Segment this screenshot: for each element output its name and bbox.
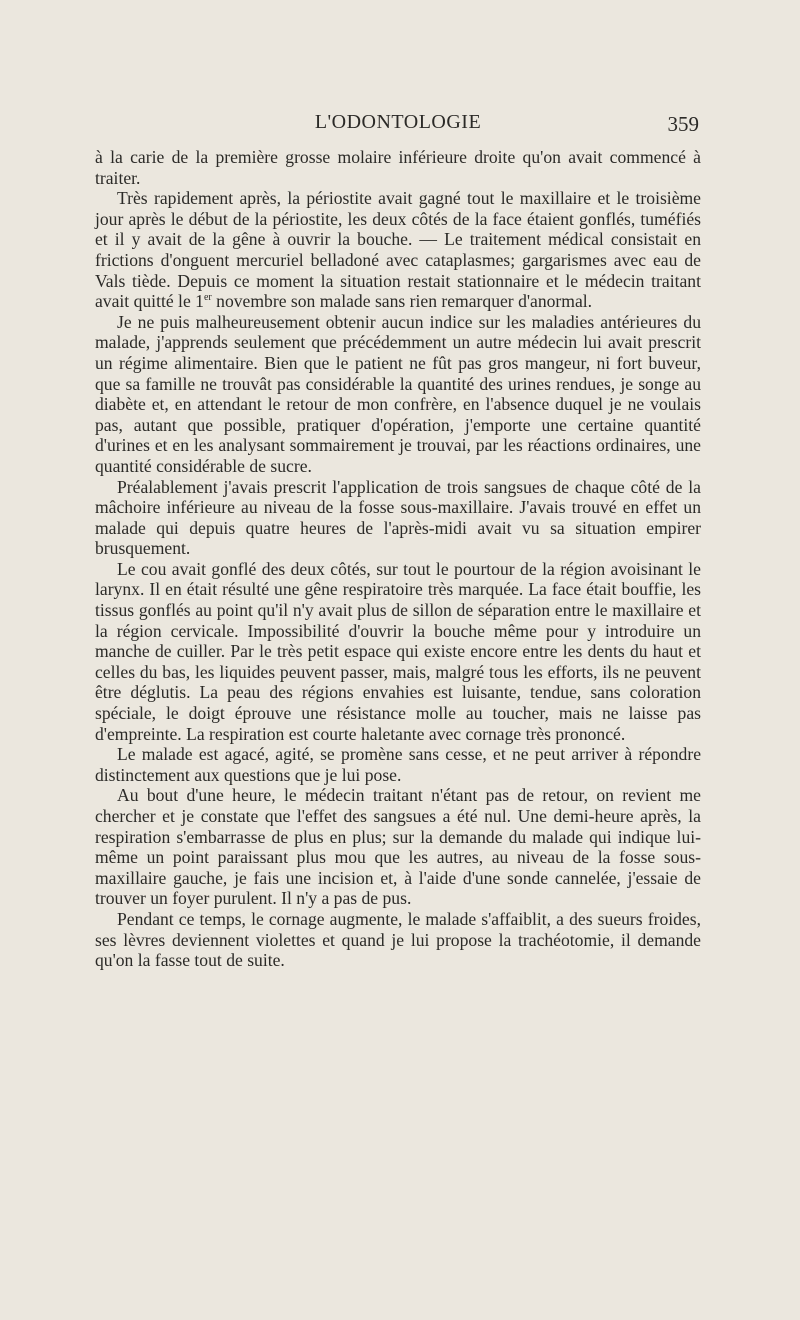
paragraph-3: Je ne puis malheureusement obtenir aucun indice sur les maladies antérieures du malade, j'apprends seulement que précédemment un autre médecin lui avait prescrit un régime alimentaire. Bien que le patient ne fût pas gros mangeur, ni fort buveur, que sa famille ne trouvât pas considérable la quantité des urines rendues, je songe au diabète et, en attendant le retour de mon confrère, en l'absence duquel je ne voulais pas, autant que possible, pratiquer d'opération, j'emporte une certaine quantité d'urines et en les analysant sommairement je trouvai, par les réactions ordinaires, une quantité considérable de sucre.: [95, 311, 701, 476]
paragraph-5: Le cou avait gonflé des deux côtés, sur tout le pourtour de la région avoisinant le larynx. Il en était résulté une gêne respiratoire très marquée. La face était bouffie, les tissus gonflés au point qu'il n'y avait plus de sillon de séparation entre le maxillaire et la région cervicale. Impossibilité d'ouvrir la bouche même pour y introduire un manche de cuiller. Par le très petit espace qui existe encore entre les dents du haut et celles du bas, les liquides peuvent passer, mais, malgré tous les efforts, ils ne peuvent être déglutis. La peau des régions envahies est luisante, tendue, sans coloration spéciale, le doigt éprouve une résistance molle au toucher, mais ne laisse pas d'empreinte. La respiration est courte haletante avec cornage très prononcé.: [95, 558, 701, 744]
page-number: 359: [667, 112, 699, 136]
paragraph-1: à la carie de la première grosse molaire inférieure droite qu'on avait commencé à traiter.: [95, 147, 701, 188]
paragraph-4: Préalablement j'avais prescrit l'application de trois sangsues de chaque côté de la mâchoire inférieure au niveau de la fosse sous-maxillaire. J'avais trouvé en effet un malade qui depuis quatre heures de l'après-midi avait vu sa situation empirer brusquement.: [95, 476, 701, 559]
paragraph-7: Au bout d'une heure, le médecin traitant n'étant pas de retour, on revient me chercher et je constate que l'effet des sangsues a été nul. Une demi-heure après, la respiration s'embarrasse de plus en plus; sur la demande du malade qui indique lui-même un point paraissant plus mou que les autres, au niveau de la fosse sous-maxillaire gauche, je fais une incision et, à l'aide d'une sonde cannelée, j'essaie de trouver un foyer purulent. Il n'y a pas de pus.: [95, 785, 701, 909]
ordinal-number: 1: [195, 291, 204, 312]
paragraph-2: [95, 188, 701, 312]
paragraph-6: Le malade est agacé, agité, se promène sans cesse, et ne peut arriver à répondre distinctement aux questions que je lui pose.: [95, 744, 701, 785]
paragraph-2-tail: novembre son malade sans rien remarquer d'anormal.: [216, 291, 593, 312]
body-text: [95, 147, 701, 971]
ordinal-superscript: er: [203, 292, 212, 304]
paragraph-2-main: Très rapidement après, la périostite avait gagné tout le maxillaire et le troisième jour après le début de la périostite, les deux côtés de la face étaient gonflés, tuméfiés et il y avait de la gêne à ouvrir la bouche. — Le traitement médical consistait en frictions d'onguent mercuriel belladoné avec cataplasmes; gargarismes avec eau de Vals tiède. Depuis ce moment la situation restait stationnaire et le médecin traitant avait quitté le: [95, 188, 701, 312]
paragraph-8: Pendant ce temps, le cornage augmente, le malade s'affaiblit, a des sueurs froides, ses lèvres deviennent violettes et quand je lui propose la trachéotomie, il demande qu'on la fasse tout de suite.: [95, 908, 701, 971]
running-title: L'ODONTOLOGIE: [314, 111, 482, 133]
running-head: [95, 111, 701, 141]
